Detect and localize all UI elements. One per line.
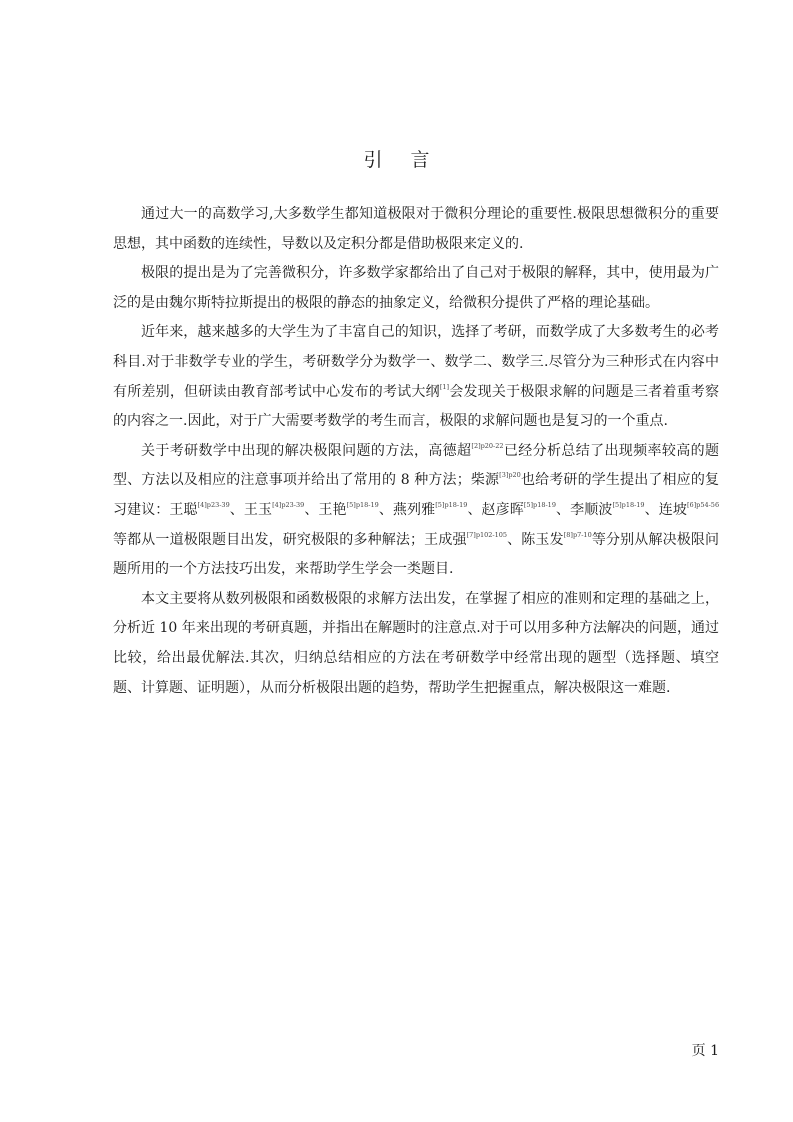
citation-marker: [1] bbox=[439, 382, 450, 391]
paragraph-4 bbox=[113, 437, 719, 585]
paragraph-text: 会发现关于极限求解的问题是三者着重考察的内容之一.因此，对于广大需要考数学的考生而言，极限的求解问题也是复习的一个重点. bbox=[113, 383, 720, 430]
paragraph-text: 等都从一道极限题目出发，研究极限的多种解法；王成强 bbox=[113, 531, 467, 548]
page-footer bbox=[692, 1040, 719, 1060]
citation-marker: [2]p20-22 bbox=[471, 441, 504, 450]
citation-marker: [5]p18-19 bbox=[435, 500, 468, 509]
paragraph-text: 、李顺波 bbox=[555, 501, 613, 518]
citation-marker: [7]p102-105 bbox=[466, 530, 507, 539]
paragraph-text: 已经分析总结了出现频率较高的题型、方法以及相应的注意事项并给出了常用的 8 种方法；柴源 bbox=[113, 442, 719, 489]
page-title: 引言 bbox=[363, 149, 458, 171]
paragraph-text: 、燕列雅 bbox=[378, 501, 436, 518]
paragraph-text: 等分别从解决极限问题所用的一个方法技巧出发，来帮助学生学会一类题目. bbox=[113, 531, 720, 578]
document-body bbox=[113, 200, 719, 703]
citation-marker: [5]p18-19 bbox=[612, 500, 645, 509]
citation-marker: [4]p23-39 bbox=[272, 500, 305, 509]
paragraph-text: 、王艳 bbox=[304, 501, 347, 518]
page-number: 1 bbox=[710, 1043, 719, 1059]
paragraph-text: 、连坡 bbox=[644, 501, 687, 518]
paragraph-1: 通过大一的高数学习,大多数学生都知道极限对于微积分理论的重要性.极限思想微积分的重要思想，其中函数的连续性，导数以及定积分都是借助极限来定义的. bbox=[113, 206, 719, 252]
paragraph-5: 本文主要将从数列极限和函数极限的求解方法出发，在掌握了相应的准则和定理的基础之上，分析近 10 年来出现的考研真题，并指出在解题时的注意点.对于可以用多种方法解决的问题，通过比较，给出最优解法.其次，归纳总结相应的方法在考研数学中经常出现的题型（选择题、填空题、计算题、证明题），从而分析极限出题的趋势，帮助学生把握重点，解决极限这一难题. bbox=[113, 590, 719, 696]
page-label: 页 bbox=[691, 1043, 706, 1059]
paragraph-text: 、陈玉发 bbox=[507, 531, 564, 548]
paragraph-text: 、王玉 bbox=[229, 501, 273, 518]
paragraph-text: 、赵彦晖 bbox=[467, 501, 524, 518]
citation-marker: [5]p18-19 bbox=[346, 500, 379, 509]
paragraph-2: 极限的提出是为了完善微积分，许多数学家都给出了自己对于极限的解释，其中，使用最为广泛的是由魏尔斯特拉斯提出的极限的静态的抽象定义，给微积分提供了严格的理论基础。 bbox=[113, 265, 719, 311]
citation-marker: [3]p20 bbox=[499, 471, 521, 480]
citation-marker: [6]p54-56 bbox=[686, 500, 720, 509]
paragraph-text: 近年来，越来越多的大学生为了丰富自己的知识，选择了考研，而数学成了大多数考生的必考科目.对于非数学专业的学生，考研数学分为数学一、数学二、数学三.尽管分为三种形式在内容中有所差别，但研读由教育部考试中心发布的考试大纲 bbox=[113, 324, 719, 400]
paragraph-text: 关于考研数学中出现的解决极限问题的方法，高德超 bbox=[141, 442, 472, 459]
paragraph-text: 也给考研的学生提出了相应的复习建议：王聪 bbox=[113, 472, 719, 518]
paragraph-3 bbox=[113, 318, 719, 436]
citation-marker: [8]p7-10 bbox=[563, 530, 592, 539]
citation-marker: [4]p23-39 bbox=[197, 500, 230, 509]
citation-marker: [5]p18-19 bbox=[523, 500, 556, 509]
